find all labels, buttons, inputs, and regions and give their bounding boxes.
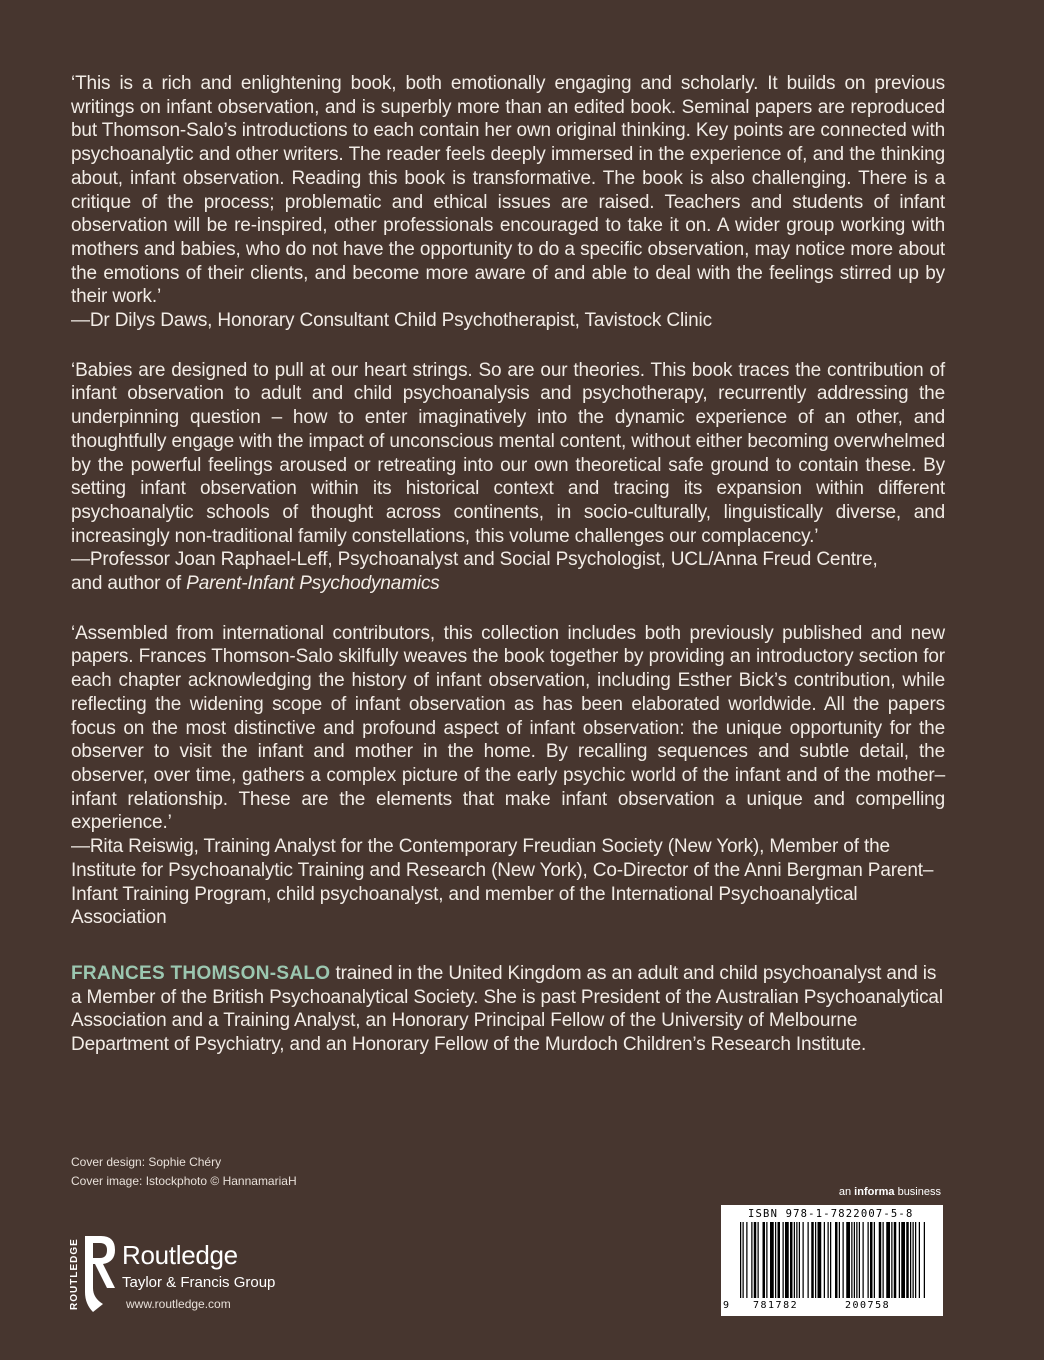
barcode-bar xyxy=(894,1222,897,1298)
barcode-bar xyxy=(863,1222,864,1298)
isbn-barcode xyxy=(721,1205,943,1316)
barcode-bar xyxy=(915,1222,916,1298)
barcode-bar xyxy=(879,1222,882,1298)
barcode-bar xyxy=(751,1222,752,1298)
barcode-bar xyxy=(851,1222,852,1298)
barcode-bar xyxy=(874,1222,875,1298)
barcode-bar xyxy=(856,1222,857,1298)
barcode-bar xyxy=(790,1222,793,1298)
publisher-url: www.routledge.com xyxy=(126,1297,231,1311)
barcode-bar xyxy=(906,1222,909,1298)
barcode-bar xyxy=(910,1222,911,1298)
review-2 xyxy=(71,359,945,596)
review-attribution xyxy=(71,548,945,595)
barcode-digit-group-1: 781782 xyxy=(753,1300,799,1311)
isbn-label: ISBN 978-1-7822007-5-8 xyxy=(748,1208,914,1220)
review-attribution: —Dr Dilys Daws, Honorary Consultant Child Psychotherapist, Tavistock Clinic xyxy=(71,310,712,332)
barcode-bar xyxy=(766,1222,767,1298)
author-bio-text: trained in the United Kingdom as an adult and child psychoanalyst and is a Member of the British Psychoanalytical Society. She is past President of the Australian Psychoanalytical Association and a Training Analyst, an Honorary Principal Fellow of the University of Melbourne Department of Psychiatry, and an Honorary Fellow of the Murdoch Children’s Research Institute. xyxy=(71,963,943,1056)
barcode-bar xyxy=(815,1222,816,1298)
barcode-bar xyxy=(824,1222,825,1298)
barcode-digit-group-2: 200758 xyxy=(845,1300,891,1311)
barcode-bar xyxy=(803,1222,804,1298)
barcode-bar xyxy=(754,1222,757,1298)
review-attribution: —Rita Reiswig, Training Analyst for the Contemporary Freudian Society (New York), Member of the Institute for Psychoanalytic Training and Research (New York), Co-Director of the Anni Bergman Parent–Infant Training Program, child psychoanalyst, and member of the International Psychoanalytical Association xyxy=(71,836,934,929)
barcode-bar xyxy=(830,1222,831,1298)
barcode-bar xyxy=(924,1222,925,1298)
author-name: FRANCES THOMSON-SALO xyxy=(71,963,331,984)
barcode-bar xyxy=(785,1222,789,1298)
barcode-bar xyxy=(899,1222,900,1298)
barcode-bar xyxy=(839,1222,840,1298)
barcode-bar xyxy=(740,1222,741,1298)
publisher-name: Routledge xyxy=(122,1240,238,1270)
barcode-bar xyxy=(763,1222,766,1298)
routledge-logo-icon xyxy=(69,1232,117,1316)
barcode-bar xyxy=(870,1222,873,1298)
attribution-line-2: and author of xyxy=(71,573,187,595)
barcode-bar xyxy=(783,1222,784,1298)
cover-image-credit: Cover image: Istockphoto © HannamariaH xyxy=(71,1174,297,1188)
barcode-bar xyxy=(913,1222,914,1298)
review-quote: ‘Assembled from international contributors, this collection includes both previously published and new papers. Frances Thomson-Salo skilfully weaves the book together by providing an introductory section for each chapter acknowledging the history of infant observation, including Esther Bick’s contribution, while reflecting the widening scope of infant observation as has been elaborated worldwide. All the papers focus on the most distinctive and profound aspect of infant observation: the unique opportunity for the observer to visit the infant and mother in the home. By recalling sequences and subtle detail, the observer, over time, gathers a complex picture of the early psychic world of the infant and of the mother–infant relationship. These are the elements that make infant observation a unique and compelling experience.’ xyxy=(71,622,945,834)
attribution-line-1: —Professor Joan Raphael-Leff, Psychoanalyst and Social Psychologist, UCL/Anna Freud Centre, xyxy=(71,549,878,571)
barcode-bar xyxy=(743,1222,744,1298)
barcode-bar xyxy=(901,1222,905,1298)
reviews-section xyxy=(71,72,945,956)
review-3 xyxy=(71,622,945,930)
informa-brand: informa xyxy=(854,1186,895,1198)
barcode-bar xyxy=(818,1222,822,1298)
barcode-bar xyxy=(770,1222,774,1298)
publisher-logo xyxy=(69,1232,329,1322)
barcode-bar xyxy=(854,1222,855,1298)
barcode-bar xyxy=(919,1222,920,1298)
cover-design-credit: Cover design: Sophie Chéry xyxy=(71,1155,222,1169)
logo-vertical-text: ROUTLEDGE xyxy=(69,1238,80,1310)
review-quote: ‘This is a rich and enlightening book, both emotionally engaging and scholarly. It builds on previous writings on infant observation, and is superbly more than an edited book. Seminal papers are reproduced but Thomson-Salo’s introductions to each contain her own original thinking. Key points are connected with psychoanalytic and other writers. The reader feels deeply immersed in the experience of, and the thinking about, infant observation. Reading this book is transformative. The book is also challenging. There is a critique of the process; problematic and ethical issues are raised. Teachers and students of infant observation will be re-inspired, other professionals encouraged to take it on. A wider group working with mothers and babies, who do not have the opportunity to do a specific observation, may notice more about the emotions of their clients, and become more aware of and able to deal with the feelings stirred up by their work.’ xyxy=(71,73,945,308)
barcode-bar xyxy=(891,1222,892,1298)
barcode-bar xyxy=(799,1222,800,1298)
barcode-bar xyxy=(778,1222,781,1298)
review-1 xyxy=(71,72,945,333)
barcode-bars xyxy=(730,1222,936,1302)
cover-credits xyxy=(71,1153,297,1191)
barcode-bar xyxy=(886,1222,890,1298)
barcode-digit-first: 9 xyxy=(723,1300,731,1311)
barcode-bar xyxy=(846,1222,850,1298)
barcode-bar xyxy=(868,1222,869,1298)
barcode-bar xyxy=(828,1222,829,1298)
barcode-bar xyxy=(883,1222,884,1298)
informa-suffix: business xyxy=(894,1186,941,1198)
attributed-book-title: Parent-Infant Psychodynamics xyxy=(186,573,440,595)
informa-tagline xyxy=(839,1186,941,1198)
barcode-bar xyxy=(835,1222,838,1298)
barcode-bar xyxy=(811,1222,814,1298)
barcode-bar xyxy=(796,1222,797,1298)
barcode-bar xyxy=(775,1222,776,1298)
barcode-bar xyxy=(758,1222,759,1298)
review-quote: ‘Babies are designed to pull at our heart strings. So are our theories. This book traces the contribution of infant observation to adult and child psychoanalysis and psychotherapy, recurrently addressing the underpinning question – how to enter imaginatively into the dynamic experience of an other, and thoughtfully engage with the impact of unconscious mental content, without either becoming overwhelmed by the powerful feelings aroused or retreating into our own theoretical safe ground to contain these. By setting infant observation within its historical context and tracing its expansion within different psychoanalytic schools of thought across continents, in socio-culturally, linguistically diverse, and increasingly non-traditional family constellations, this volume challenges our complacency.’ xyxy=(71,359,945,547)
publisher-group: Taylor & Francis Group xyxy=(122,1274,276,1291)
barcode-bar xyxy=(859,1222,860,1298)
informa-prefix: an xyxy=(838,1186,855,1198)
author-bio xyxy=(71,962,945,1057)
barcode-bar xyxy=(808,1222,809,1298)
barcode-bar xyxy=(843,1222,844,1298)
barcode-bar xyxy=(794,1222,795,1298)
barcode-bar xyxy=(746,1222,747,1298)
